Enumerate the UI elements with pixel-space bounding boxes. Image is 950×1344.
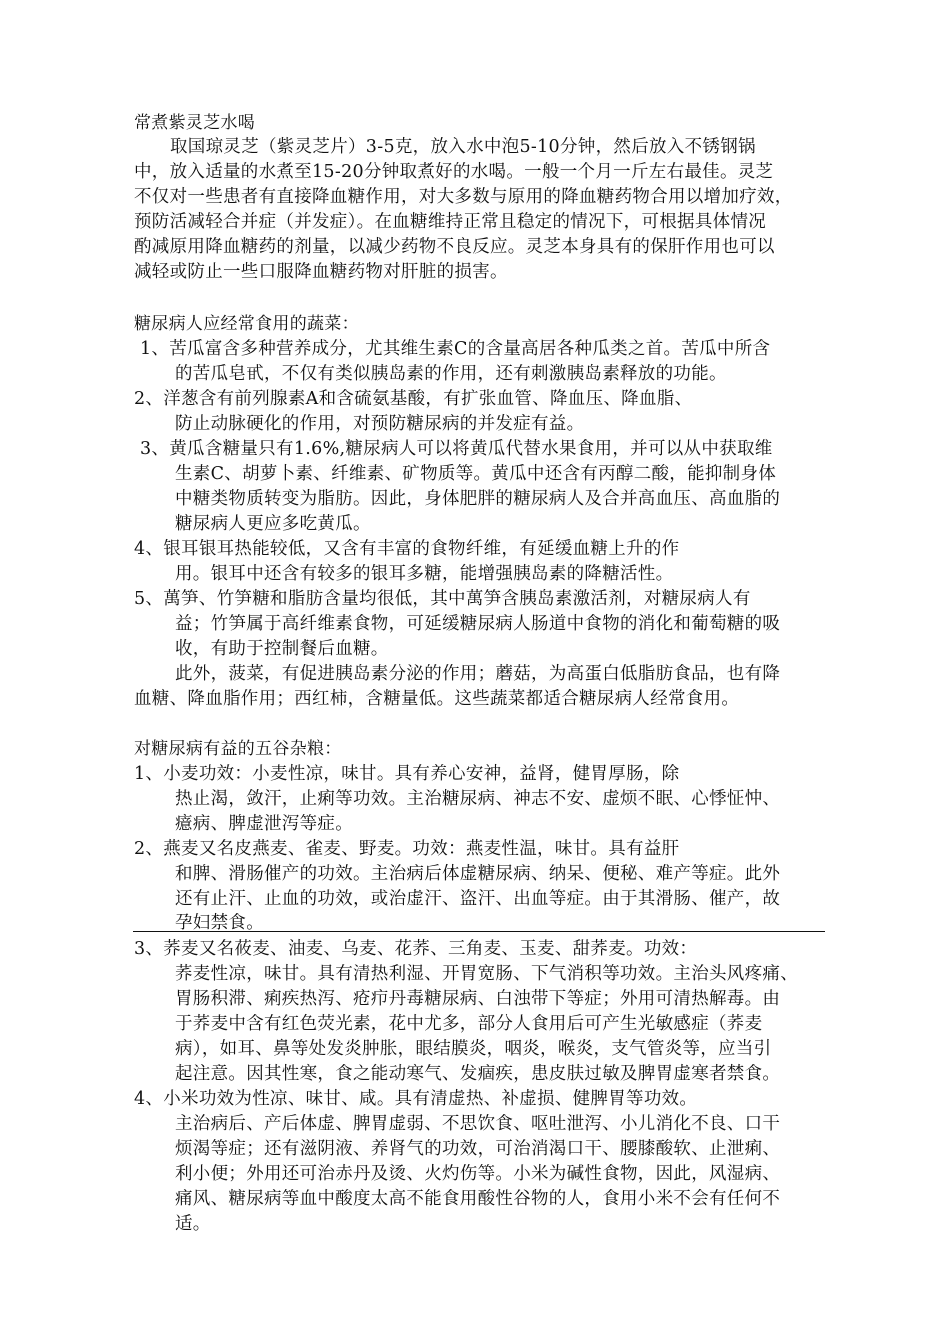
list-item-continuation: 收，有助于控制餐后血糖。 (175, 639, 389, 659)
list-item-continuation: 孕妇禁食。 (175, 913, 264, 933)
horizontal-rule (133, 931, 825, 932)
list-item-continuation: 还有止汗、止血的功效，或治虚汗、盗汗、出血等症。由于其滑肠、催产，故 (175, 889, 781, 909)
list-item-continuation: 癔病、脾虚泄泻等症。 (175, 814, 353, 834)
list-item-continuation: 用。银耳中还含有较多的银耳多糖，能增强胰岛素的降糖活性。 (175, 564, 674, 584)
section-title: 糖尿病人应经常食用的蔬菜： (134, 314, 359, 334)
list-item-continuation: 主治病后、产后体虚、脾胃虚弱、不思饮食、呕吐泄泻、小儿消化不良、口干 (175, 1114, 781, 1134)
list-item-continuation: 起注意。因其性寒，食之能动寒气、发痼疾，患皮肤过敏及脾胃虚寒者禁食。 (175, 1064, 781, 1084)
list-item-continuation: 病），如耳、鼻等处发炎肿胀，眼结膜炎，咽炎，喉炎，支气管炎等，应当引 (175, 1039, 772, 1059)
list-item-continuation: 糖尿病人更应多吃黄瓜。 (175, 514, 371, 534)
paragraph-line: 不仅对一些患者有直接降血糖作用，对大多数与原用的降血糖药物合用以增加疗效， (134, 187, 793, 207)
list-item: 4、银耳银耳热能较低，又含有丰富的食物纤维，有延缓血糖上升的作 (134, 539, 680, 559)
paragraph-line: 中，放入适量的水煮至15-20分钟取煮好的水喝。一般一个月一斤左右最佳。灵芝 (134, 162, 774, 182)
list-item-continuation: 中糖类物质转变为脂肪。因此，身体肥胖的糖尿病人及合并高血压、高血脂的 (175, 489, 781, 509)
list-item-continuation: 防止动脉硬化的作用，对预防糖尿病的并发症有益。 (175, 414, 585, 434)
list-item: 5、萬笋、竹笋糖和脂肪含量均很低，其中萬笋含胰岛素激活剂，对糖尿病人有 (134, 589, 751, 609)
paragraph-line: 减轻或防止一些口服降血糖药物对肝脏的损害。 (134, 262, 508, 282)
list-item-continuation: 和脾、滑肠催产的功效。主治病后体虚糖尿病、纳呆、便秘、难产等症。此外 (175, 864, 781, 884)
section-title: 对糖尿病有益的五谷杂粮： (134, 739, 342, 759)
list-item: 1、苦瓜富含多种营养成分，尤其维生素C的含量高居各种瓜类之首。苦瓜中所含 (140, 339, 771, 359)
paragraph-line: 酌减原用降血糖药的剂量，以减少药物不良反应。灵芝本身具有的保肝作用也可以 (134, 237, 775, 257)
list-item: 3、黄瓜含糖量只有1.6%,糖尿病人可以将黄瓜代替水果食用，并可以从中获取维 (140, 439, 773, 459)
section-title: 常煮紫灵芝水喝 (134, 113, 256, 133)
list-item-continuation: 痛风、糖尿病等血中酸度太高不能食用酸性谷物的人，食用小米不会有任何不 (175, 1189, 781, 1209)
list-item: 1、小麦功效：小麦性凉，味甘。具有养心安神，益肾，健胃厚肠，除 (134, 764, 680, 784)
list-item: 2、洋葱含有前列腺素A和含硫氨基酸，有扩张血管、降血压、降血脂、 (134, 389, 693, 409)
list-item-continuation: 生素C、胡萝卜素、纤维素、矿物质等。黄瓜中还含有丙醇二酸，能抑制身体 (175, 464, 777, 484)
paragraph-line: 血糖、降血脂作用；西红柿，含糖量低。这些蔬菜都适合糖尿病人经常食用。 (134, 689, 740, 709)
list-item-continuation: 热止渴，敛汗，止痢等功效。主治糖尿病、神志不安、虚烦不眠、心悸怔忡、 (175, 789, 781, 809)
list-item-continuation: 烦渴等症；还有滋阴液、养肾气的功效，可治消渴口干、腰膝酸软、止泄痢、 (175, 1139, 781, 1159)
list-item: 2、燕麦又名皮燕麦、雀麦、野麦。功效：燕麦性温，味甘。具有益肝 (134, 839, 680, 859)
list-item-continuation: 的苦瓜皂甙，不仅有类似胰岛素的作用，还有刺激胰岛素释放的功能。 (175, 364, 727, 384)
list-item-continuation: 胃肠积滞、痢疾热泻、疮疖丹毒糖尿病、白浊带下等症；外用可清热解毒。由 (175, 989, 781, 1009)
list-item-continuation: 荞麦性凉，味甘。具有清热利湿、开胃宽肠、下气消积等功效。主治头风疼痛、 (175, 964, 798, 984)
list-item: 4、小米功效为性凉、味甘、咸。具有清虚热、补虚损、健脾胃等功效。 (134, 1089, 698, 1109)
paragraph-line: 此外，菠菜，有促进胰岛素分泌的作用；蘑菇，为高蛋白低脂肪食品，也有降 (175, 664, 781, 684)
list-item-continuation: 于荞麦中含有红色荧光素，花中尤多，部分人食用后可产生光敏感症（荞麦 (175, 1014, 763, 1034)
paragraph-line: 取国琼灵芝（紫灵芝片）3-5克，放入水中泡5-10分钟，然后放入不锈钢锅 (170, 137, 756, 157)
list-item-continuation: 益；竹笋属于高纤维素食物，可延缓糖尿病人肠道中食物的消化和葡萄糖的吸 (175, 614, 781, 634)
list-item-continuation: 适。 (175, 1214, 211, 1234)
list-item-continuation: 利小便；外用还可治赤丹及烫、火灼伤等。小米为碱性食物，因此，风湿病、 (175, 1164, 781, 1184)
paragraph-line: 预防活减轻合并症（并发症）。在血糖维持正常且稳定的情况下，可根据具体情况 (134, 212, 767, 232)
list-item: 3、荞麦又名莜麦、油麦、乌麦、花荞、三角麦、玉麦、甜荞麦。功效： (134, 939, 698, 959)
